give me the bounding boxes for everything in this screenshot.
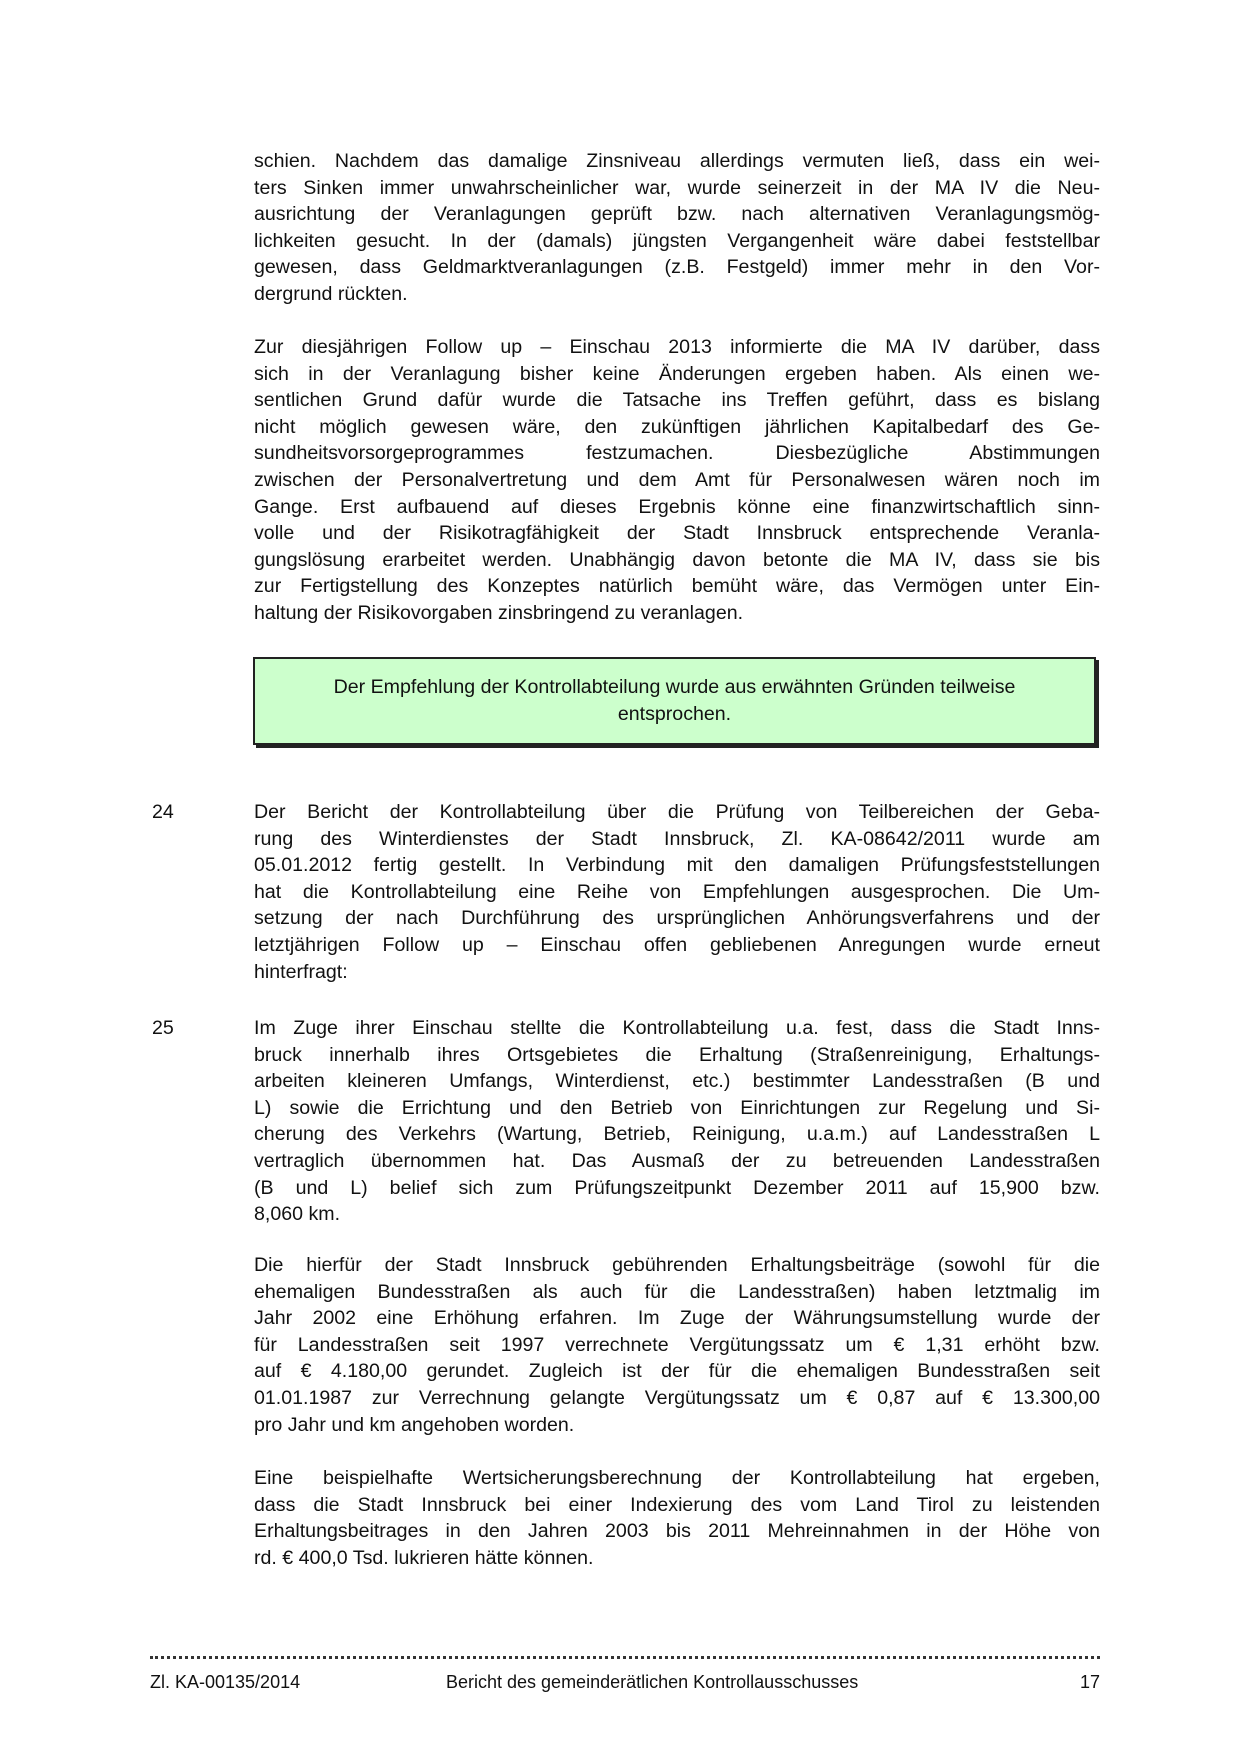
text-line: (B und L) belief sich zum Prüfungszeitpunkt Dezember 2011 auf 15,900 bzw. — [254, 1176, 1100, 1199]
text-line: pro Jahr und km angehoben worden. — [254, 1413, 575, 1436]
conclusion-line: Der Empfehlung der Kontrollabteilung wurde aus erwähnten Gründen teilweise — [333, 676, 1016, 698]
text-line: sundheitsvorsorgeprogrammes festzumachen. Diesbezügliche Abstimmungen — [254, 442, 1100, 465]
text-line: Zur diesjährigen Follow up – Einschau 2013 informierte die MA IV darüber, dass — [254, 336, 1100, 358]
text-line: lichkeiten gesucht. In der (damals) jüngsten Vergangenheit wäre dabei feststellbar — [254, 229, 1100, 252]
footer-reference: Zl. KA-00135/2014 — [150, 1672, 301, 1692]
text-line: rd. € 400,0 Tsd. lukrieren hätte können. — [254, 1546, 594, 1569]
text-line: Der Bericht der Kontrollabteilung über die Prüfung von Teilbereichen der Geba- — [254, 801, 1100, 823]
text-line: zwischen der Personalvertretung und dem Amt für Personalwesen wären noch im — [254, 468, 1100, 491]
paragraph — [254, 1015, 1100, 1228]
text-line: 05.01.2012 fertig gestellt. In Verbindung mit den damaligen Prüfungsfeststellungen — [254, 854, 1100, 877]
text-line: ehemaligen Bundesstraßen als auch für die Landesstraßen) haben letztmalig im — [254, 1280, 1100, 1303]
text-line: zur Fertigstellung des Konzeptes natürlich bemüht wäre, das Vermögen unter Ein- — [254, 575, 1100, 598]
text-line: auf € 4.180,00 gerundet. Zugleich ist der für die ehemaligen Bundesstraßen seit — [254, 1360, 1100, 1383]
paragraph-number: 25 — [152, 1017, 174, 1039]
conclusion-box — [253, 657, 1096, 745]
text-line: bruck innerhalb ihres Ortsgebietes die Erhaltung (Straßenreinigung, Erhaltungs- — [254, 1043, 1100, 1066]
text-line: cherung des Verkehrs (Wartung, Betrieb, Reinigung, u.a.m.) auf Landesstraßen L — [254, 1123, 1100, 1146]
text-line: Die hierfür der Stadt Innsbruck gebührenden Erhaltungsbeiträge (sowohl für die — [254, 1254, 1100, 1276]
text-line: nicht möglich gewesen wäre, den zukünftigen jährlichen Kapitalbedarf des Ge- — [254, 415, 1100, 438]
text-line: dass die Stadt Innsbruck bei einer Indexierung des vom Land Tirol zu leistenden — [254, 1493, 1100, 1516]
text-line: setzung der nach Durchführung des ursprünglichen Anhörungsverfahrens und der — [254, 907, 1100, 930]
text-line: Eine beispielhafte Wertsicherungsberechnung der Kontrollabteilung hat ergeben, — [254, 1467, 1100, 1489]
text-line: Erhaltungsbeitrages in den Jahren 2003 bis 2011 Mehreinnahmen in der Höhe von — [254, 1520, 1100, 1543]
conclusion-line: entsprochen. — [617, 703, 732, 725]
text-line: sich in der Veranlagung bisher keine Änderungen ergeben haben. Als einen we- — [254, 362, 1100, 385]
text-line: hinterfragt: — [254, 960, 348, 983]
paragraph — [254, 1465, 1100, 1571]
paragraph — [254, 1252, 1100, 1438]
footer-title: Bericht des gemeinderätlichen Kontrollausschusses — [446, 1672, 859, 1692]
text-line: gewesen, dass Geldmarktveranlagungen (z.B. Festgeld) immer mehr in den Vor- — [254, 256, 1100, 279]
footer-divider — [150, 1656, 1100, 1659]
text-line: letztjährigen Follow up – Einschau offen gebliebenen Anregungen wurde erneut — [254, 933, 1100, 956]
text-line: schien. Nachdem das damalige Zinsniveau allerdings vermuten ließ, dass ein wei- — [254, 150, 1100, 172]
text-line: volle und der Risikotragfähigkeit der Stadt Innsbruck entsprechende Veranla- — [254, 522, 1100, 545]
paragraph-number: 24 — [152, 801, 174, 823]
text-line: rung des Winterdienstes der Stadt Innsbruck, Zl. KA-08642/2011 wurde am — [254, 827, 1100, 850]
text-line: gungslösung erarbeitet werden. Unabhängig davon betonte die MA IV, dass sie bis — [254, 548, 1100, 571]
page-number: 17 — [1079, 1672, 1100, 1692]
text-line: 8,060 km. — [254, 1203, 341, 1226]
text-line: Im Zuge ihrer Einschau stellte die Kontrollabteilung u.a. fest, dass die Stadt Inns- — [254, 1017, 1100, 1039]
text-line: L) sowie die Errichtung und den Betrieb von Einrichtungen zur Regelung und Si- — [254, 1096, 1100, 1119]
text-line: Gange. Erst aufbauend auf dieses Ergebnis könne eine finanzwirtschaftlich sinn- — [254, 495, 1100, 518]
text-line: arbeiten kleineren Umfangs, Winterdienst, etc.) bestimmter Landesstraßen (B und — [254, 1070, 1100, 1093]
text-line: für Landesstraßen seit 1997 verrechnete Vergütungssatz um € 1,31 erhöht bzw. — [254, 1333, 1100, 1356]
text-line: dergrund rückten. — [254, 282, 408, 305]
paragraph — [254, 799, 1100, 985]
text-line: haltung der Risikovorgaben zinsbringend zu veranlagen. — [254, 601, 744, 624]
text-line: sentlichen Grund dafür wurde die Tatsache ins Treffen geführt, dass es bislang — [254, 389, 1100, 412]
text-line: hat die Kontrollabteilung eine Reihe von Empfehlungen ausgesprochen. Die Um- — [254, 880, 1100, 903]
text-line: ters Sinken immer unwahrscheinlicher war, wurde seinerzeit in der MA IV die Neu- — [254, 176, 1100, 199]
text-line: Jahr 2002 eine Erhöhung erfahren. Im Zuge der Währungsumstellung wurde der — [254, 1307, 1100, 1330]
text-line: vertraglich übernommen hat. Das Ausmaß der zu betreuenden Landesstraßen — [254, 1149, 1100, 1172]
text-line: 01.01.1987 zur Verrechnung gelangte Vergütungssatz um € 0,87 auf € 13.300,00 — [254, 1386, 1100, 1409]
paragraph — [254, 334, 1100, 627]
paragraph — [254, 148, 1100, 308]
text-line: ausrichtung der Veranlagungen geprüft bzw. nach alternativen Veranlagungsmög- — [254, 203, 1100, 226]
